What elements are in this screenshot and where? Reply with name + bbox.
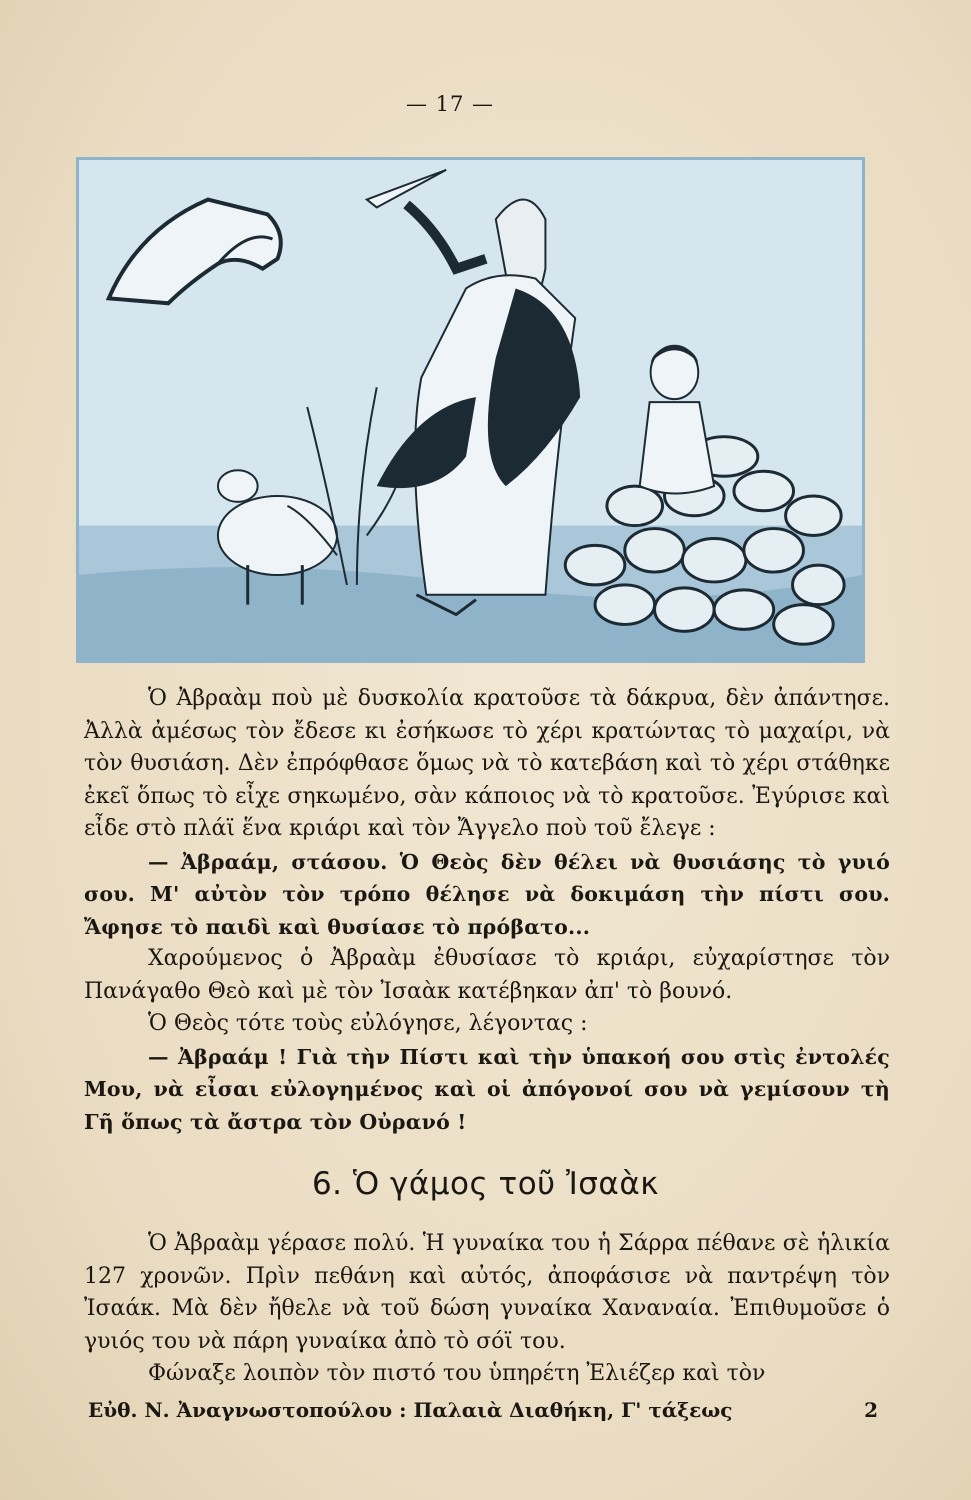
footer-book-title: Εὐθ. Ν. Ἀναγνωστοπούλου : Παλαιὰ Διαθήκη, Γ' τάξεως (88, 1398, 733, 1422)
paragraph: Φώναξε λοιπὸν τὸν πιστό του ὑπηρέτη Ἐλιέζερ καὶ τὸν (148, 1361, 766, 1386)
story-text-top (84, 683, 890, 1138)
paragraph: Ὁ Θεὸς τότε τοὺς εὐλόγησε, λέγοντας : (148, 1011, 588, 1036)
page-footer (88, 1398, 878, 1422)
story-text-bottom (84, 1228, 890, 1391)
illustration-abraham-isaac (76, 157, 865, 663)
angel-speech-paragraph: — Ἀβραάμ, στάσου. Ὁ Θεὸς δὲν θέλει νὰ θυσιάσης τὸ γυιό σου. Μ' αὐτὸν τὸν τρόπο θέλησε νὰ δοκιμάση τὴν πίστι σου. Ἄφησε τὸ παιδὶ καὶ θυσίασε τὸ πρόβατο... (84, 849, 890, 939)
page-number: — 17 — (405, 92, 495, 116)
illustration-drawing (79, 160, 862, 660)
blessing-speech-paragraph: — Ἀβραάμ ! Γιὰ τὴν Πίστι καὶ τὴν ὑπακοή σου στὶς ἐντολές Μου, νὰ εἶσαι εὐλογημένος καὶ οἱ ἀπόγονοί σου νὰ γεμίσουν τὴ Γῆ ὅπως τὰ ἄστρα τὸν Οὐρανό ! (84, 1044, 890, 1134)
paragraph: Ὁ Ἀβραὰμ ποὺ μὲ δυσκολία κρατοῦσε τὰ δάκρυα, δὲν ἀπάντησε. Ἀλλὰ ἀμέσως τὸν ἔδεσε κι ἐσήκωσε τὸ χέρι κρατώντας τὸ μαχαίρι, νὰ τὸν θυσιάση. Δὲν ἐπρόφθασε ὅμως νὰ τὸ κατεβάση καὶ τὸ χέρι στάθηκε ἐκεῖ ὅπως τὸ εἶχε σηκωμένο, σὰν κάποιος νὰ τὸ κρατοῦσε. Ἐγύρισε καὶ εἶδε στὸ πλάϊ ἕνα κριάρι καὶ τὸν Ἄγγελο ποὺ τοῦ ἔλεγε : (84, 686, 890, 841)
paragraph: Ὁ Ἀβραὰμ γέρασε πολύ. Ἡ γυναίκα του ἡ Σάρρα πέθανε σὲ ἡλικία 127 χρονῶν. Πρὶν πεθάνη καὶ αὐτός, ἀποφάσισε νὰ παντρέψη τὸν Ἰσαάκ. Μὰ δὲν ἤθελε νὰ τοῦ δώση γυναίκα Χαναναία. Ἐπιθυμοῦσε ὁ γυιός του νὰ πάρη γυναίκα ἀπὸ τὸ σόϊ του. (84, 1231, 890, 1354)
section-title: 6. Ὁ γάμος τοῦ Ἰσαὰκ (311, 1166, 660, 1202)
footer-signature-number: 2 (864, 1398, 878, 1422)
paragraph: Χαρούμενος ὁ Ἀβραὰμ ἐθυσίασε τὸ κριάρι, εὐχαρίστησε τὸν Πανάγαθο Θεὸ καὶ μὲ τὸν Ἰσαὰκ κατέβηκαν ἀπ' τὸ βουνό. (84, 946, 890, 1004)
